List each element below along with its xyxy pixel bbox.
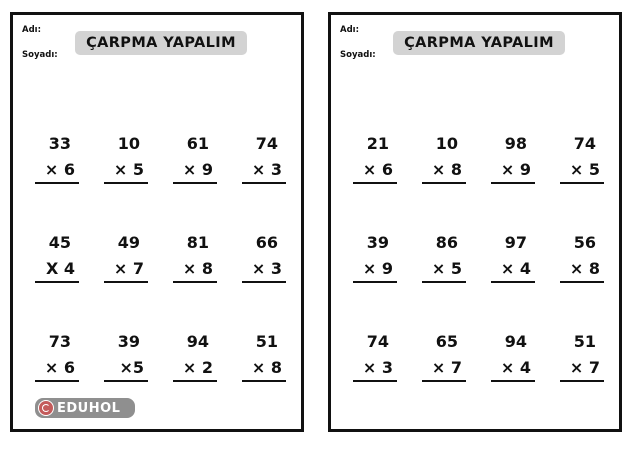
multiplication-problem (35, 333, 79, 383)
multiplier: X 4 (45, 259, 75, 278)
multiplication-problem (353, 333, 397, 383)
multiplier: × 5 (431, 259, 462, 278)
multiplication-problem (491, 135, 535, 185)
multiplicand: 94 (504, 332, 527, 351)
name-label: Adı: (340, 25, 359, 35)
answer-line (353, 182, 397, 184)
multiplicand: 97 (504, 233, 527, 252)
multiplicand: 56 (573, 233, 596, 252)
multiplication-problem (242, 333, 286, 383)
multiplication-problem (35, 135, 79, 185)
answer-line (560, 380, 604, 382)
answer-line (173, 281, 217, 283)
multiplication-problem (491, 333, 535, 383)
multiplicand: 49 (117, 233, 140, 252)
multiplicand: 33 (48, 134, 71, 153)
multiplicand: 10 (435, 134, 458, 153)
multiplier: × 8 (182, 259, 213, 278)
multiplicand: 73 (48, 332, 71, 351)
multiplication-problem (242, 234, 286, 284)
multiplicand: 39 (366, 233, 389, 252)
answer-line (242, 182, 286, 184)
answer-line (353, 281, 397, 283)
answer-line (491, 380, 535, 382)
multiplication-problem (422, 234, 466, 284)
problem-grid (331, 15, 619, 429)
answer-line (242, 380, 286, 382)
worksheet-title: ÇARPMA YAPALIM (393, 31, 565, 55)
answer-line (35, 281, 79, 283)
multiplication-problem (173, 135, 217, 185)
multiplier: × 3 (251, 160, 282, 179)
multiplier: × 3 (362, 358, 393, 377)
worksheet-right (328, 12, 622, 432)
multiplier: × 8 (251, 358, 282, 377)
answer-line (422, 182, 466, 184)
multiplier: × 5 (569, 160, 600, 179)
multiplication-problem (35, 234, 79, 284)
answer-line (491, 281, 535, 283)
multiplicand: 51 (255, 332, 278, 351)
eduhol-logo (35, 398, 135, 418)
multiplication-problem (560, 333, 604, 383)
answer-line (104, 182, 148, 184)
multiplier: × 9 (500, 160, 531, 179)
eduhol-logo-icon (38, 400, 54, 416)
multiplication-problem (422, 333, 466, 383)
surname-label: Soyadı: (22, 50, 58, 60)
answer-line (35, 380, 79, 382)
worksheet-left (10, 12, 304, 432)
multiplicand: 74 (573, 134, 596, 153)
multiplier: × 6 (44, 358, 75, 377)
problem-grid (13, 15, 301, 429)
multiplicand: 94 (186, 332, 209, 351)
multiplier: × 7 (569, 358, 600, 377)
multiplication-problem (491, 234, 535, 284)
multiplicand: 66 (255, 233, 278, 252)
multiplication-problem (104, 135, 148, 185)
multiplier: × 4 (500, 259, 531, 278)
multiplication-problem (422, 135, 466, 185)
logo-text: EDUHOL (57, 400, 121, 416)
multiplier: × 7 (431, 358, 462, 377)
answer-line (422, 281, 466, 283)
multiplicand: 10 (117, 134, 140, 153)
multiplicand: 74 (255, 134, 278, 153)
multiplicand: 98 (504, 134, 527, 153)
multiplicand: 61 (186, 134, 209, 153)
worksheet-title: ÇARPMA YAPALIM (75, 31, 247, 55)
multiplier: × 9 (362, 259, 393, 278)
multiplier: × 5 (113, 160, 144, 179)
multiplicand: 51 (573, 332, 596, 351)
multiplicand: 39 (117, 332, 140, 351)
answer-line (560, 281, 604, 283)
answer-line (173, 182, 217, 184)
multiplier: × 3 (251, 259, 282, 278)
surname-label: Soyadı: (340, 50, 376, 60)
multiplier: × 2 (182, 358, 213, 377)
multiplicand: 45 (48, 233, 71, 252)
answer-line (353, 380, 397, 382)
answer-line (104, 380, 148, 382)
multiplier: × 6 (362, 160, 393, 179)
multiplier: × 9 (182, 160, 213, 179)
multiplication-problem (104, 234, 148, 284)
multiplier: × 4 (500, 358, 531, 377)
multiplier: × 8 (431, 160, 462, 179)
answer-line (35, 182, 79, 184)
multiplicand: 65 (435, 332, 458, 351)
multiplier: ×5 (119, 358, 144, 377)
answer-line (104, 281, 148, 283)
answer-line (173, 380, 217, 382)
answer-line (242, 281, 286, 283)
multiplier: × 6 (44, 160, 75, 179)
multiplication-problem (353, 234, 397, 284)
multiplier: × 7 (113, 259, 144, 278)
name-label: Adı: (22, 25, 41, 35)
multiplication-problem (353, 135, 397, 185)
multiplicand: 86 (435, 233, 458, 252)
multiplier: × 8 (569, 259, 600, 278)
answer-line (560, 182, 604, 184)
answer-line (422, 380, 466, 382)
multiplication-problem (104, 333, 148, 383)
answer-line (491, 182, 535, 184)
multiplicand: 21 (366, 134, 389, 153)
multiplicand: 74 (366, 332, 389, 351)
multiplication-problem (173, 333, 217, 383)
multiplicand: 81 (186, 233, 209, 252)
multiplication-problem (560, 135, 604, 185)
multiplication-problem (242, 135, 286, 185)
multiplication-problem (173, 234, 217, 284)
multiplication-problem (560, 234, 604, 284)
